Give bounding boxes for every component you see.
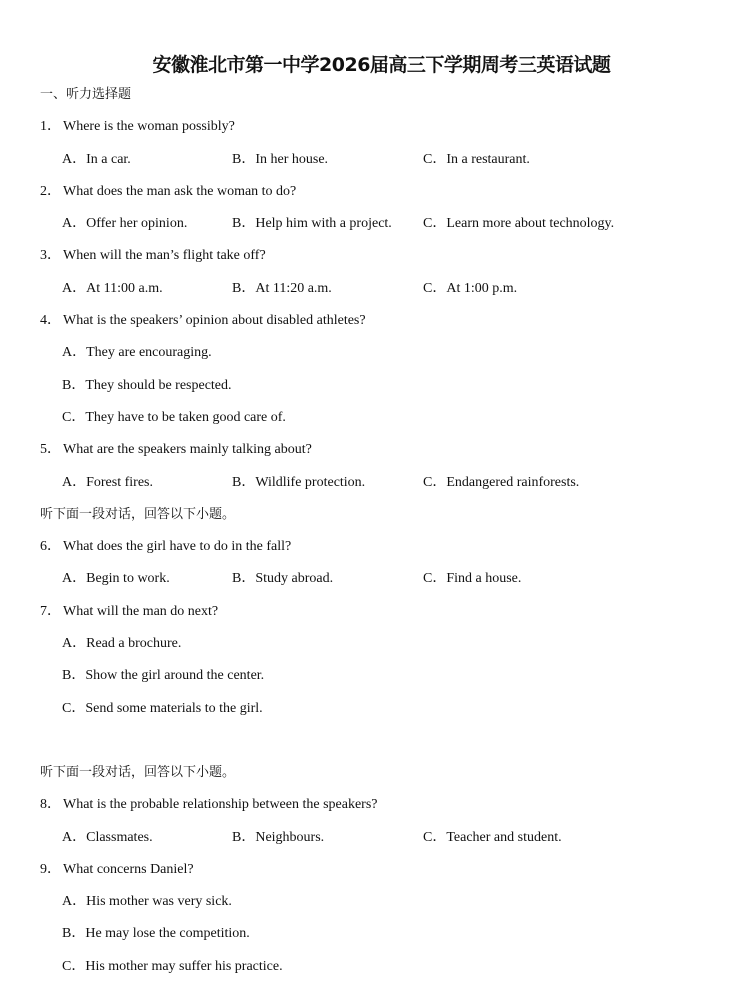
option-b: B．Show the girl around the center.	[62, 668, 265, 684]
option-a: A．His mother was very sick.	[62, 894, 232, 910]
option-b: B．He may lose the competition.	[62, 926, 250, 942]
options-row	[40, 208, 733, 240]
question-number: 8．	[40, 797, 61, 813]
option-a: A．Classmates.	[62, 829, 153, 845]
section-heading: 一、听力选择题	[40, 87, 132, 102]
spacer	[40, 725, 733, 757]
question-text: What is the probable relationship between the speakers?	[63, 797, 378, 813]
question-text: What does the man ask the woman to do?	[63, 183, 297, 199]
options-row	[40, 144, 733, 176]
question-7	[40, 596, 733, 628]
option-a: A．Offer her opinion.	[62, 216, 188, 232]
question-text: What concerns Daniel?	[63, 861, 194, 877]
question-8	[40, 789, 733, 821]
option-b: B．At 11:20 a.m.	[232, 280, 332, 296]
question-text: What does the girl have to do in the fall?	[63, 539, 292, 555]
option-a: A．They are encouraging.	[62, 345, 212, 361]
option-a: A．At 11:00 a.m.	[62, 280, 163, 296]
option-c: C．Find a house.	[423, 571, 522, 587]
question-text: What is the speakers’ opinion about disabled athletes?	[63, 313, 366, 329]
question-text: When will the man’s flight take off?	[63, 248, 266, 264]
question-9	[40, 854, 733, 886]
option-a: A．Forest fires.	[62, 474, 153, 490]
question-number: 9．	[40, 861, 61, 877]
question-text: What are the speakers mainly talking about?	[63, 442, 312, 458]
option-b: B．Wildlife protection.	[232, 474, 366, 490]
question-list	[40, 79, 733, 983]
option-c: C．Send some materials to the girl.	[62, 700, 263, 716]
option-c: C．Teacher and student.	[423, 829, 562, 845]
option-b: B．They should be respected.	[62, 377, 232, 393]
option-c: C．Endangered rainforests.	[423, 474, 580, 490]
option-c: C．Learn more about technology.	[423, 216, 615, 232]
options-row	[40, 273, 733, 305]
question-number: 5．	[40, 442, 61, 458]
option-b: B．Help him with a project.	[232, 216, 392, 232]
option-a: A．In a car.	[62, 151, 131, 167]
question-2	[40, 176, 733, 208]
options-row	[40, 563, 733, 595]
options-row	[40, 467, 733, 499]
option-c: C．At 1:00 p.m.	[423, 280, 518, 296]
question-4	[40, 305, 733, 337]
question-number: 4．	[40, 313, 61, 329]
option-c: C．His mother may suffer his practice.	[62, 958, 283, 974]
option-b: B．Study abroad.	[232, 571, 334, 587]
instruction-text: 听下面一段对话，回答以下小题。	[40, 764, 236, 780]
page-title: 安徽淮北市第一中学2026届高三下学期周考三英语试题	[152, 54, 611, 76]
option-c: C．In a restaurant.	[423, 151, 530, 167]
question-text: Where is the woman possibly?	[63, 119, 235, 135]
question-text: What will the man do next?	[63, 603, 219, 619]
question-1	[40, 111, 733, 143]
question-number: 7．	[40, 603, 61, 619]
question-number: 6．	[40, 539, 61, 555]
question-number: 1．	[40, 119, 61, 135]
option-c: C．They have to be taken good care of.	[62, 409, 286, 425]
question-5	[40, 434, 733, 466]
option-a: A．Read a brochure.	[62, 636, 182, 652]
question-number: 3．	[40, 248, 61, 264]
option-b: B．Neighbours.	[232, 829, 325, 845]
option-b: B．In her house.	[232, 151, 329, 167]
options-row	[40, 822, 733, 854]
question-3	[40, 240, 733, 272]
instruction-text: 听下面一段对话，回答以下小题。	[40, 506, 236, 522]
question-number: 2．	[40, 183, 61, 199]
question-6	[40, 531, 733, 563]
option-a: A．Begin to work.	[62, 571, 170, 587]
